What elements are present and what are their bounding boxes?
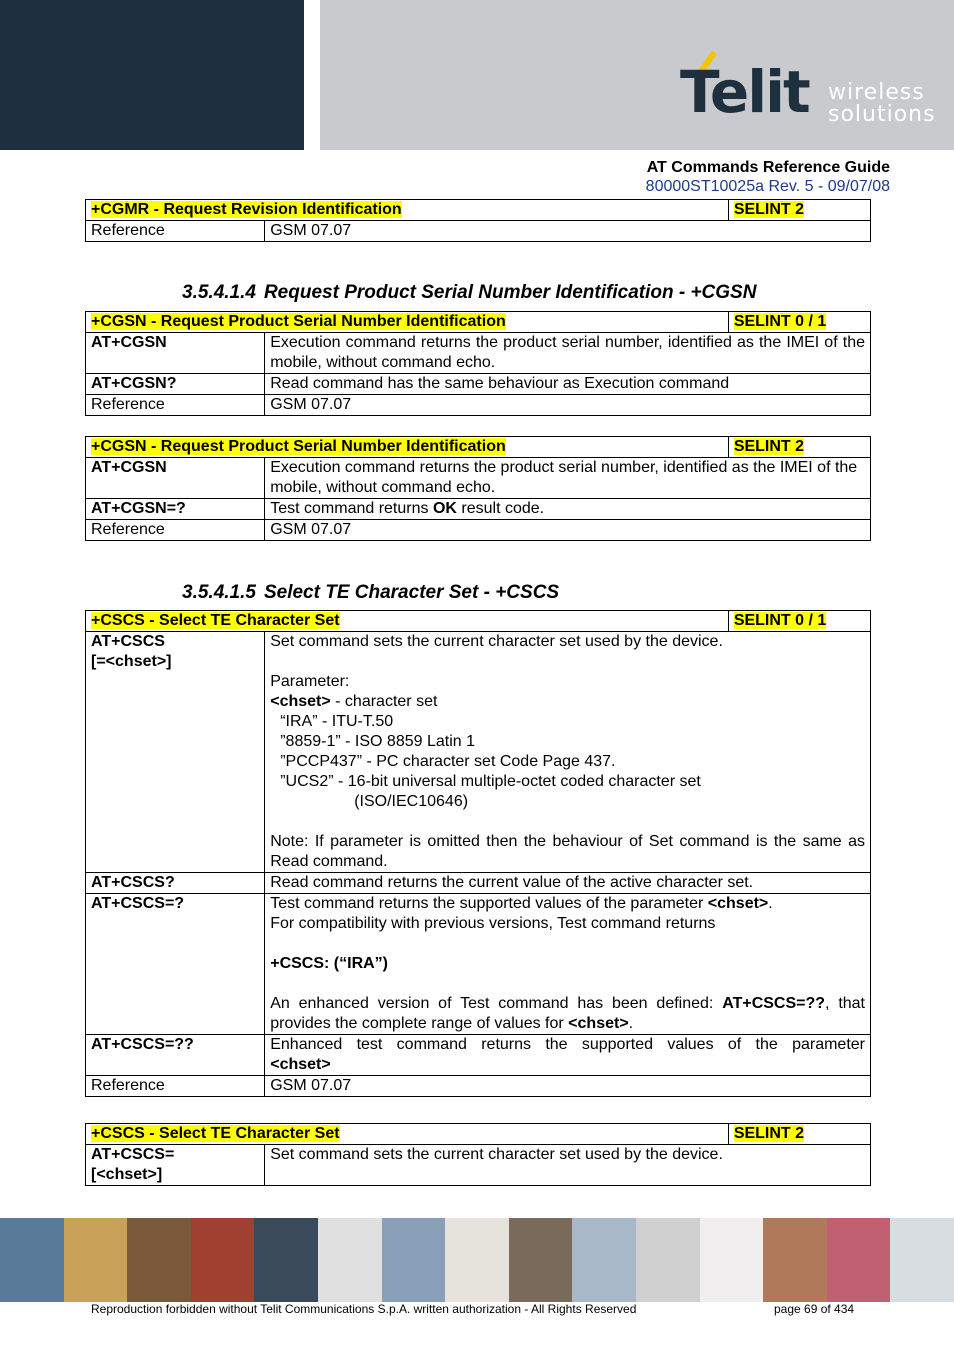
cscs-table-selint01 — [85, 610, 871, 1097]
footer-photo-tile — [763, 1218, 827, 1302]
table-row: Reference GSM 07.07 — [86, 221, 871, 242]
table-title: +CGMR - Request Revision Identification — [86, 200, 729, 221]
footer-photo-tile — [0, 1218, 64, 1302]
footer-image-strip — [0, 1218, 954, 1302]
table-row: AT+CSCS=?? Enhanced test command returns the supported values of the parameter <chset> — [86, 1035, 871, 1076]
selint-badge: SELINT 2 — [728, 1124, 870, 1145]
section-heading-cgsn: 3.5.4.1.4 Request Product Serial Number Identification - +CGSN — [182, 282, 757, 303]
table-row: AT+CSCS? Read command returns the current value of the active character set. — [86, 873, 871, 894]
selint-badge: SELINT 0 / 1 — [728, 312, 870, 333]
table-row: Reference GSM 07.07 — [86, 520, 871, 541]
footer-photo-tile — [318, 1218, 382, 1302]
footer-photo-tile — [445, 1218, 509, 1302]
footer-copyright: Reproduction forbidden without Telit Communications S.p.A. written authorization - All Rights Reserved — [91, 1302, 637, 1316]
page-number: page 69 of 434 — [774, 1302, 855, 1316]
footer-photo-tile — [890, 1218, 954, 1302]
table-title: +CSCS - Select TE Character Set — [86, 1124, 729, 1145]
selint-badge: SELINT 2 — [728, 200, 870, 221]
footer-photo-tile — [827, 1218, 891, 1302]
cgsn-table-selint01 — [85, 311, 871, 416]
footer-photo-tile — [64, 1218, 128, 1302]
footer-photo-tile — [700, 1218, 764, 1302]
doc-title: AT Commands Reference Guide — [646, 159, 890, 176]
cgsn-table-selint2 — [85, 436, 871, 541]
table-row: AT+CSCS [=<chset>] Set command sets the current character set used by the device. Parameter: <chset> - character set “IRA” - ITU-T.50 ”8859-1” - ISO 8859 Latin 1 ”PCCP437” - PC character set Code Page 437. ”UCS2” - 16-bit universal multiple-octet coded character set (ISO/IEC10646) Note: If parameter is omitted then the behaviour of Set command is the same as Read command. — [86, 632, 871, 873]
table-row: AT+CSCS= [<chset>] Set command sets the current character set used by the device. — [86, 1145, 871, 1186]
footer-photo-tile — [636, 1218, 700, 1302]
logo-wordmark: Telit — [680, 58, 809, 126]
logo-tagline: wireless solutions — [828, 80, 936, 127]
section-heading-cscs: 3.5.4.1.5 Select TE Character Set - +CSCS — [182, 582, 560, 603]
selint-badge: SELINT 2 — [728, 437, 870, 458]
footer-photo-tile — [509, 1218, 573, 1302]
footer-photo-tile — [254, 1218, 318, 1302]
footer-photo-tile — [127, 1218, 191, 1302]
table-row: AT+CGSN Execution command returns the product serial number, identified as the IMEI of the mobile, without command echo. — [86, 333, 871, 374]
table-title: +CSCS - Select TE Character Set — [86, 611, 729, 632]
doc-code: 80000ST10025a Rev. 5 - 09/07/08 — [645, 178, 890, 195]
footer-photo-tile — [382, 1218, 446, 1302]
table-row: AT+CGSN? Read command has the same behaviour as Execution command — [86, 374, 871, 395]
table-row: Reference GSM 07.07 — [86, 395, 871, 416]
table-title: +CGSN - Request Product Serial Number Identification — [86, 437, 729, 458]
table-title: +CGSN - Request Product Serial Number Identification — [86, 312, 729, 333]
telit-logo — [676, 50, 936, 130]
table-row: AT+CSCS=? Test command returns the supported values of the parameter <chset>. For compatibility with previous versions, Test command returns +CSCS: (“IRA”) An enhanced version of Test command has been defined: AT+CSCS=??, that provides the complete range of values for <chset>. — [86, 894, 871, 1035]
selint-badge: SELINT 0 / 1 — [728, 611, 870, 632]
table-row: AT+CGSN Execution command returns the product serial number, identified as the IMEI of the mobile, without command echo. — [86, 458, 871, 499]
table-row: Reference GSM 07.07 — [86, 1076, 871, 1097]
footer-photo-tile — [191, 1218, 255, 1302]
cscs-table-selint2 — [85, 1123, 871, 1186]
header-dark-panel — [0, 0, 304, 150]
cgmr-table — [85, 199, 871, 242]
footer-photo-tile — [572, 1218, 636, 1302]
table-row: AT+CGSN=? Test command returns OK result code. — [86, 499, 871, 520]
